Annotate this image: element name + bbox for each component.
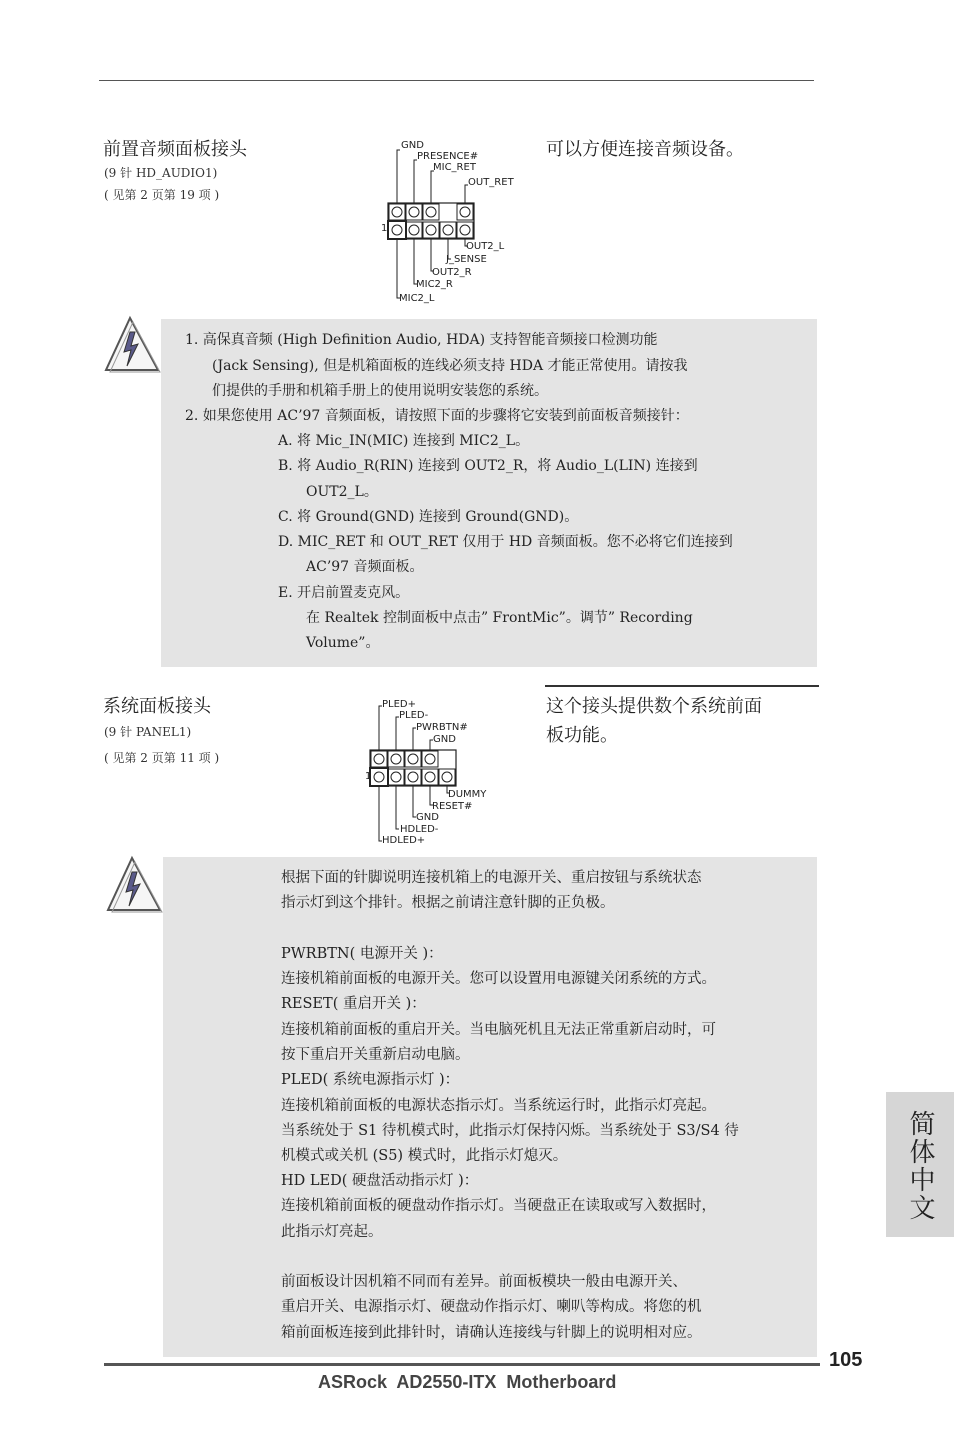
pin-label-gnd: GND [433, 734, 456, 745]
panel-header-title: 系统面板接头 [103, 696, 211, 717]
audio-note-line: B. 将 Audio_R(RIN) 连接到 OUT2_R，将 Audio_L(LIN) 连接到 [278, 458, 698, 474]
panel-note-line: HD LED( 硬盘活动指示灯 )： [281, 1173, 479, 1189]
panel-note-line: 前面板设计因机箱不同而有差异。前面板模块一般由电源开关、 [281, 1274, 687, 1290]
panel-note-line: 重启开关、电源指示灯、硬盘动作指示灯、喇叭等构成。将您的机 [281, 1299, 702, 1315]
panel-note-line: 连接机箱前面板的硬盘动作指示灯。当硬盘正在读取或写入数据时， [281, 1198, 716, 1214]
panel-note-line: 指示灯到这个排针。根据之前请注意针脚的正负极。 [281, 895, 615, 911]
pin-label-presence: PRESENCE# [417, 151, 479, 162]
audio-header-pin-info: (9 针 HD_AUDIO1) [104, 166, 218, 180]
pin-label-pwrbtn: PWRBTN# [416, 722, 468, 733]
panel-header-pin-info: (9 针 PANEL1) [104, 725, 192, 739]
pin-label-hdled-minus: HDLED- [400, 824, 439, 835]
audio-note-line: 在 Realtek 控制面板中点击” FrontMic”。调节” Recording [306, 610, 693, 626]
pin-label-mic2-l: MIC2_L [399, 293, 435, 304]
panel-note-line: 此指示灯亮起。 [281, 1224, 383, 1240]
panel-header-description: 板功能。 [546, 725, 618, 746]
panel-note-line: RESET( 重启开关 )： [281, 996, 426, 1012]
pin-label-gnd: GND [416, 812, 439, 823]
pin-label-out2-l: OUT2_L [466, 241, 505, 252]
warning-icon [100, 314, 162, 376]
language-side-tab-label: 简体中文 [905, 1110, 935, 1222]
pin-label-mic2-r: MIC2_R [416, 279, 453, 290]
pin1-marker: 1 [365, 771, 372, 782]
panel-note-line: 连接机箱前面板的重启开关。当电脑死机且无法正常重新启动时，可 [281, 1022, 716, 1038]
audio-note-line: E. 开启前置麦克风。 [278, 585, 410, 601]
audio-note-line: 2. 如果您使用 AC’97 音频面板，请按照下面的步骤将它安装到前面板音频接针： [185, 408, 689, 424]
audio-note-line: OUT2_L。 [306, 484, 378, 500]
audio-note-line: 们提供的手册和机箱手册上的使用说明安装您的系统。 [212, 383, 548, 399]
section-rule [545, 685, 819, 687]
audio-note-line: D. MIC_RET 和 OUT_RET 仅用于 HD 音频面板。您不必将它们连接到 [278, 534, 733, 550]
panel-note-line: 根据下面的针脚说明连接机箱上的电源开关、重启按钮与系统状态 [281, 870, 702, 886]
audio-note-line: C. 将 Ground(GND) 连接到 Ground(GND)。 [278, 509, 579, 525]
footer-product-name: ASRock AD2550-ITX Motherboard [318, 1372, 617, 1392]
pin-label-hdled-plus: HDLED+ [382, 835, 426, 846]
panel-note-line: 按下重启开关重新启动电脑。 [281, 1047, 470, 1063]
panel-header-page-ref: ( 见第 2 页第 11 项 ) [104, 751, 220, 765]
top-rule [99, 80, 814, 81]
pin-label-reset: RESET# [432, 801, 473, 812]
pin-label-gnd: GND [401, 140, 424, 151]
panel-header-description: 这个接头提供数个系统前面 [546, 696, 762, 717]
pin-label-dummy: DUMMY [448, 789, 487, 800]
footer-rule [104, 1363, 820, 1366]
audio-header-description: 可以方便连接音频设备。 [546, 139, 744, 160]
pin1-marker: 1 [381, 223, 388, 234]
pin-label-mic-ret: MIC_RET [433, 162, 476, 173]
warning-icon [102, 854, 164, 916]
page-number: 105 [829, 1349, 863, 1371]
panel-note-line: 连接机箱前面板的电源开关。您可以设置用电源键关闭系统的方式。 [281, 971, 716, 987]
pin-label-out-ret: OUT_RET [468, 177, 514, 188]
pin-label-j-sense: J_SENSE [446, 254, 487, 265]
panel-note-line: 当系统处于 S1 待机模式时，此指示灯保持闪烁。当系统处于 S3/S4 待 [281, 1123, 739, 1139]
audio-header-title: 前置音频面板接头 [103, 139, 247, 160]
panel-note-line: 连接机箱前面板的电源状态指示灯。当系统运行时，此指示灯亮起。 [281, 1098, 716, 1114]
audio-note-line: (Jack Sensing), 但是机箱面板的连线必须支持 HDA 才能正常使用。请按我 [212, 358, 688, 374]
audio-note-line: Volume”。 [306, 635, 380, 651]
audio-note-line: 1. 高保真音频 (High Definition Audio, HDA) 支持智能音频接口检测功能 [185, 332, 658, 348]
audio-note-line: A. 将 Mic_IN(MIC) 连接到 MIC2_L。 [278, 433, 530, 449]
audio-header-page-ref: ( 见第 2 页第 19 项 ) [104, 188, 220, 202]
pin-label-pled-minus: PLED- [399, 710, 429, 721]
language-side-tab [886, 1092, 954, 1237]
panel-note-line: 机模式或关机 (S5) 模式时，此指示灯熄灭。 [281, 1148, 568, 1164]
audio-note-line: AC’97 音频面板。 [306, 559, 424, 575]
panel-note-line: PLED( 系统电源指示灯 )： [281, 1072, 460, 1088]
pin-label-out2-r: OUT2_R [432, 267, 472, 278]
pin-label-pled-plus: PLED+ [382, 699, 416, 710]
panel-note-line: 箱前面板连接到此排针时，请确认连接线与针脚上的说明相对应。 [281, 1325, 702, 1341]
panel-note-line: PWRBTN( 电源开关 )： [281, 946, 443, 962]
